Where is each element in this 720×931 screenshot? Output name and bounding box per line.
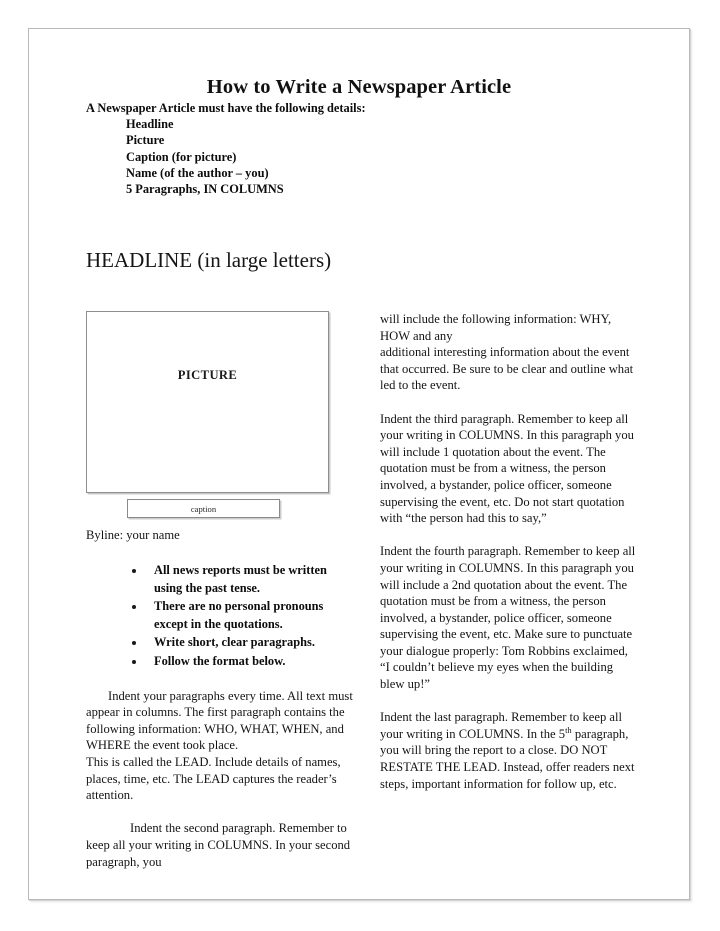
paragraph-lead-continued: This is called the LEAD. Include details of names, places, time, etc. The LEAD captures the reader’s attention.: [86, 754, 341, 803]
paragraph-lead-text: Indent your paragraphs every time. All text must appear in columns. The first paragraph contains the following information: WHO, WHAT, WHEN, and WHERE the event took place.: [86, 688, 353, 753]
paragraph-lead: [86, 688, 354, 754]
page-title: How to Write a Newspaper Article: [206, 75, 512, 98]
tips-bullet-list: [86, 562, 354, 671]
tip-item-label: All news reports must be written using the past tense.: [154, 563, 327, 595]
tip-item-label: Follow the format below.: [154, 653, 286, 668]
picture-placeholder-box: [86, 311, 329, 493]
requirement-item-name: Name (of the author – you): [126, 165, 269, 180]
paragraph-second-text: Indent the second paragraph. Remember to keep all your writing in COLUMNS. In your second paragraph, you: [86, 821, 351, 869]
bullet-dot-icon: [132, 641, 136, 645]
bullet-dot-icon: [132, 569, 136, 573]
tip-item: [132, 562, 354, 597]
requirement-item-headline: Headline: [126, 117, 174, 132]
paragraph-second-continued-b: additional interesting information about the event that occurred. Be sure to be clear and outline what led to the event.: [380, 345, 634, 393]
left-column: [86, 311, 354, 870]
caption-placeholder-box: [127, 499, 280, 518]
tip-item-label: Write short, clear paragraphs.: [154, 635, 315, 650]
paragraph-fourth: Indent the fourth paragraph. Remember to keep all your writing in COLUMNS. In this paragraph you will include a 2nd quotation about the event. The quotation must be from a witness, the person involved, a bystander, police officer, someone supervising the event, etc. Make sure to punctuate your dialogue properly: Tom Robbins exclaimed, “I couldn’t believe my eyes when the building blew up!”: [380, 544, 636, 692]
ordinal-suffix: th: [565, 724, 572, 735]
right-column: [380, 311, 636, 792]
tip-item: [132, 634, 354, 652]
paragraph-last: [380, 709, 636, 792]
tip-item-label: There are no personal pronouns except in the quotations.: [154, 599, 324, 631]
requirement-item-paragraphs: 5 Paragraphs, IN COLUMNS: [126, 182, 284, 197]
requirements-heading: A Newspaper Article must have the following details:: [86, 101, 366, 115]
caption-label: caption: [190, 503, 217, 514]
byline-line: Byline: your name: [86, 528, 180, 542]
headline-placeholder: HEADLINE (in large letters): [86, 248, 332, 272]
paragraph-last-part2: paragraph, you will bring the report to a close. DO NOT RESTATE THE LEAD. Instead, offer readers next steps, important information for follow up, etc.: [380, 726, 635, 791]
paragraph-last-part1: Indent the last paragraph. Remember to keep all your writing in COLUMNS. In the 5: [380, 710, 622, 741]
requirement-item-picture: Picture: [126, 133, 165, 148]
paragraph-third: Indent the third paragraph. Remember to keep all your writing in COLUMNS. In this paragraph you will include 1 quotation about the event. The quotation must be from a witness, the person involved, a bystander, police officer, someone supervising the event, etc. Do not start quotation with “the person had this to say,”: [380, 411, 634, 526]
requirement-item-caption: Caption (for picture): [126, 149, 237, 164]
tip-item: [132, 653, 354, 671]
requirements-list: [86, 116, 366, 197]
paragraph-second: [86, 820, 354, 870]
paragraph-second-continued-a: will include the following information: WHY, HOW and any: [380, 312, 612, 343]
document-page: [28, 28, 690, 900]
picture-label: PICTURE: [177, 368, 238, 382]
bullet-dot-icon: [132, 660, 136, 664]
bullet-dot-icon: [132, 605, 136, 609]
requirements-block: [86, 100, 366, 197]
tip-item: [132, 598, 354, 633]
